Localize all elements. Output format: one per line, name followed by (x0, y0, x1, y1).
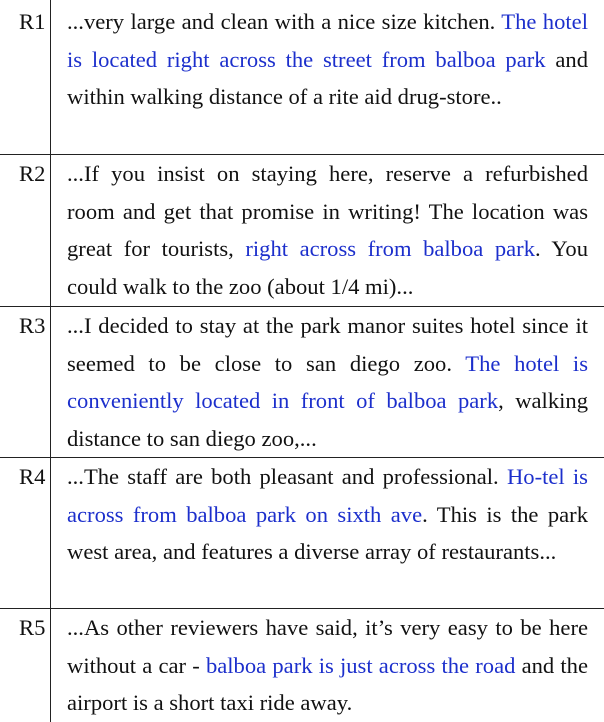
review-r5-before: ...As other reviewers have said, it’s very easy to be here without a car - (67, 615, 588, 678)
review-text-r1 (67, 3, 588, 116)
review-id-r2: R2 (19, 161, 46, 186)
review-r2-highlight: right across from balboa park (245, 236, 535, 261)
review-r1-after: and within walking distance of a rite aid drug-store.. (67, 46, 588, 109)
review-r4-before: ...The staff are both pleasant and professional. (67, 464, 499, 489)
review-id-r4: R4 (19, 464, 46, 489)
review-r2-before: ...If you insist on staying here, reserve a refurbished room and get that promise in writing! The location was great for tourists, (67, 161, 588, 261)
review-r1-highlight: The hotel is located right across the street from balboa park (67, 9, 588, 72)
review-r2-after: . You could walk to the zoo (about 1/4 mi)... (67, 236, 589, 299)
review-id-r1: R1 (19, 9, 46, 34)
review-r4-highlight: Ho-tel is across from balboa park on sixth ave (67, 464, 588, 527)
review-r3-highlight: The hotel is conveniently located in front of balboa park (67, 350, 588, 413)
review-r5-after: and the airport is a short taxi ride away. (67, 652, 589, 715)
review-r3-after: , walking distance to san diego zoo,... (67, 388, 588, 451)
column-divider (50, 0, 51, 722)
review-text-r5 (67, 609, 588, 722)
review-text-r2 (67, 155, 588, 305)
review-text-r4 (67, 458, 588, 571)
review-r5-highlight: balboa park is just across the road (205, 652, 516, 678)
review-r3-before: ...I decided to stay at the park manor suites hotel since it seemed to be close to san diego zoo. (67, 313, 588, 376)
review-text-r3 (67, 307, 588, 457)
review-r4-after: . This is the park west area, and features a diverse array of restaurants... (67, 501, 589, 564)
review-id-r3: R3 (19, 313, 46, 338)
review-r1-before: ...very large and clean with a nice size kitchen. (67, 9, 496, 34)
review-id-r5: R5 (19, 615, 46, 640)
